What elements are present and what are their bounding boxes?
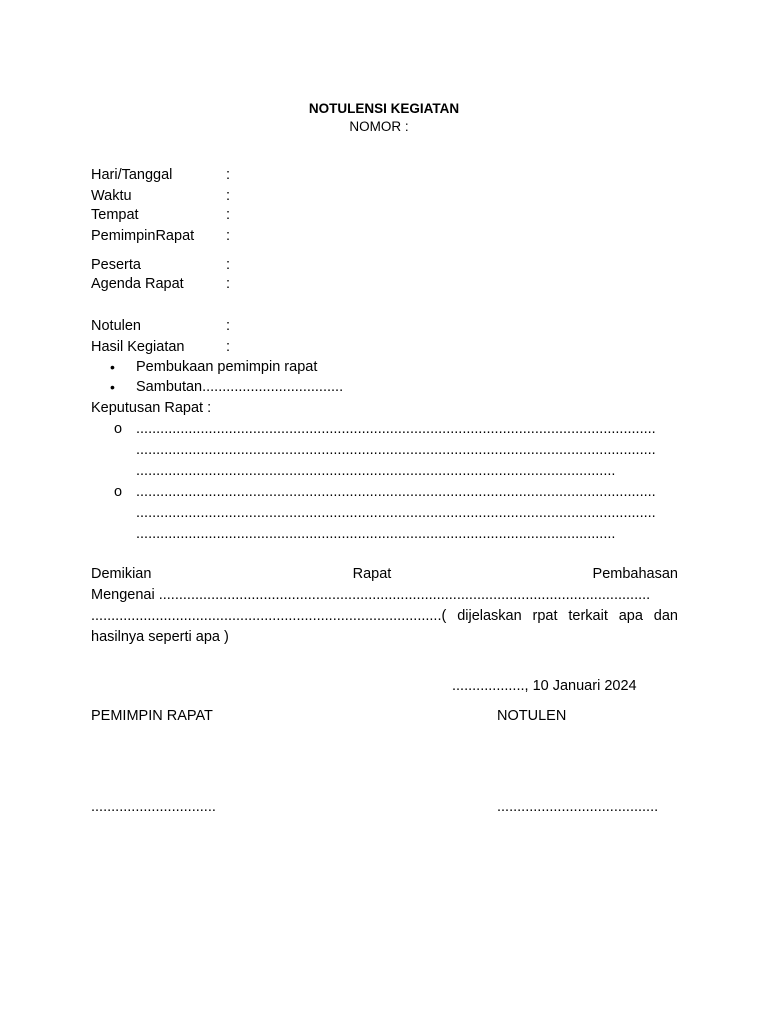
field-colon: :: [226, 167, 231, 183]
closing-segment: [91, 606, 446, 626]
closing-word: (: [441, 608, 447, 624]
field-colon: :: [226, 318, 231, 334]
signature-title-notulen: NOTULEN: [497, 708, 567, 724]
dotted-fill-line: .................................................................................................................................: [136, 505, 656, 521]
field-label-waktu: Waktu: [91, 188, 132, 204]
document-number: NOMOR :: [349, 119, 409, 134]
list-item: Sambutan...................................: [136, 379, 344, 395]
field-label-pemimpin-rapat: PemimpinRapat: [91, 228, 195, 244]
field-label-tempat: Tempat: [91, 207, 139, 223]
field-colon: :: [226, 188, 231, 204]
field-colon: :: [226, 276, 231, 292]
closing-word: dijelaskan: [457, 608, 522, 624]
field-colon: :: [226, 339, 231, 355]
closing-line-3: [91, 606, 678, 626]
closing-word: dan: [653, 608, 678, 624]
dotted-fill-line: .......................................................................................................................: [136, 526, 616, 542]
signature-title-pemimpin: PEMIMPIN RAPAT: [91, 708, 213, 724]
closing-word: Pembahasan: [592, 566, 678, 582]
field-colon: :: [226, 257, 231, 273]
closing-word: Rapat: [352, 566, 392, 582]
field-label-agenda-rapat: Agenda Rapat: [91, 276, 184, 292]
document-title: NOTULENSI KEGIATAN: [308, 101, 460, 116]
field-label-notulen: Notulen: [91, 318, 141, 334]
signature-line-notulen: ........................................: [497, 799, 659, 815]
field-colon: :: [226, 207, 231, 223]
dotted-fill-line: .................................................................................................................................: [136, 442, 656, 458]
signature-line-pemimpin: ...............................: [91, 799, 216, 815]
bullet-icon: •: [110, 359, 115, 375]
field-colon: :: [226, 228, 231, 244]
field-label-peserta: Peserta: [91, 257, 141, 273]
closing-word: terkait: [568, 608, 608, 624]
field-label-hasil-kegiatan: Hasil Kegiatan: [91, 339, 185, 355]
closing-word: Demikian: [91, 566, 152, 582]
keputusan-heading: Keputusan Rapat :: [91, 400, 212, 416]
closing-line-2: Mengenai ..........................................................................................................................: [91, 587, 651, 603]
dotted-fill-line: .................................................................................................................................: [136, 421, 656, 437]
sub-bullet-icon: o: [114, 421, 123, 437]
closing-word: rpat: [532, 608, 558, 624]
sub-bullet-icon: o: [114, 484, 123, 500]
bullet-icon: •: [110, 379, 115, 395]
closing-line-1: [91, 564, 678, 584]
field-label-hari-tanggal: Hari/Tanggal: [91, 167, 173, 183]
dotted-fill-line: .......................................................................................................................: [136, 463, 616, 479]
list-item: Pembukaan pemimpin rapat: [136, 359, 318, 375]
closing-dots: .......................................................................................: [91, 608, 442, 624]
date-line: .................., 10 Januari 2024: [452, 678, 637, 694]
closing-word: apa: [618, 608, 643, 624]
dotted-fill-line: .................................................................................................................................: [136, 484, 656, 500]
closing-line-4: hasilnya seperti apa ): [91, 629, 229, 645]
